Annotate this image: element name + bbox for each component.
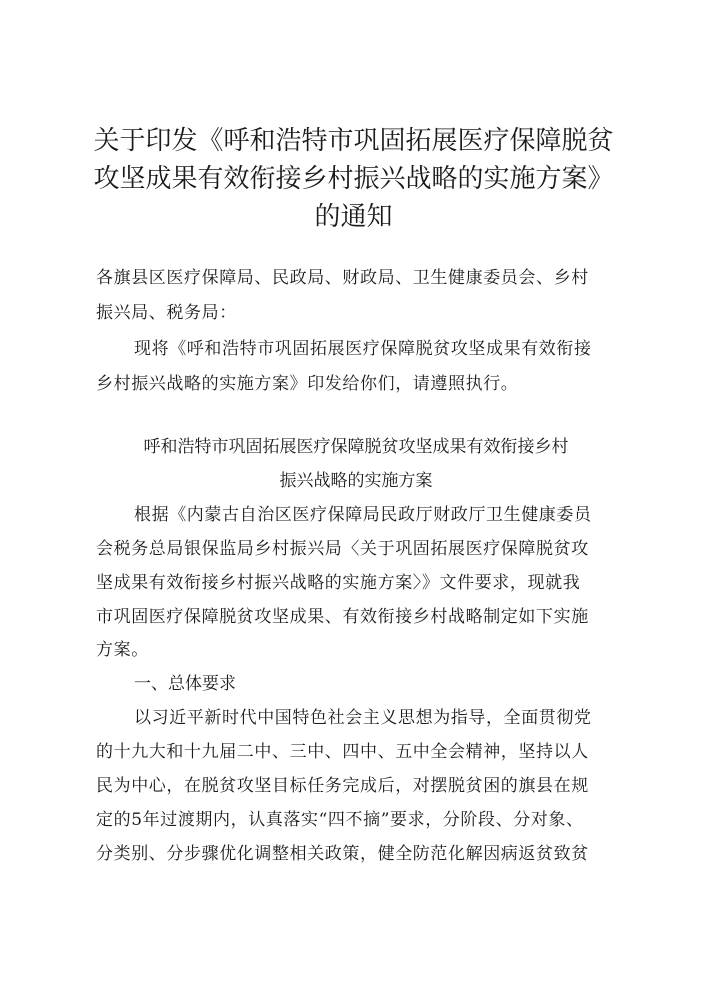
basis-line-3: 坚成果有效衔接乡村振兴战略的实施方案〉》文件要求，现就我 — [96, 573, 581, 593]
recipients-line-1: 各旗县区医疗保障局、民政局、财政局、卫生健康委员会、乡村 — [96, 268, 589, 288]
notice-line-1: 现将《呼和浩特市巩固拓展医疗保障脱贫攻坚成果有效衔接 — [134, 339, 592, 359]
recipients-line-2: 振兴局、税务局： — [96, 303, 237, 323]
plan-title-line-2: 振兴战略的实施方案 — [279, 471, 433, 491]
document-title-line-2: 攻坚成果有效衔接乡村振兴战略的实施方案》 — [93, 164, 614, 194]
body-line-2: 的十九大和十九届二中、三中、四中、五中全会精神，坚持以人 — [96, 742, 589, 762]
document-title-line-1: 关于印发《呼和浩特市巩固拓展医疗保障脱贫 — [93, 126, 614, 156]
basis-line-4: 市巩固医疗保障脱贫攻坚成果、有效衔接乡村战略制定如下实施 — [96, 607, 589, 627]
document-title-line-3: 的通知 — [314, 202, 393, 232]
body-line-5: 分类别、分步骤优化调整相关政策，健全防范化解因病返贫致贫 — [96, 844, 589, 864]
body-line-4: 定的5年过渡期内，认真落实“四不摘”要求，分阶段、分对象、 — [96, 810, 584, 830]
basis-line-2: 会税务总局银保监局乡村振兴局〈关于巩固拓展医疗保障脱贫攻 — [96, 539, 589, 559]
basis-line-5: 方案。 — [96, 640, 149, 660]
plan-title-line-1: 呼和浩特市巩固拓展医疗保障脱贫攻坚成果有效衔接乡村 — [143, 437, 569, 457]
body-line-3: 民为中心，在脱贫攻坚目标任务完成后，对摆脱贫困的旗县在规 — [96, 776, 589, 796]
notice-line-2: 乡村振兴战略的实施方案》印发给你们，请遵照执行。 — [96, 374, 519, 394]
body-line-1: 以习近平新时代中国特色社会主义思想为指导，全面贯彻党 — [134, 708, 592, 728]
basis-line-1: 根据《内蒙古自治区医疗保障局民政厅财政厅卫生健康委员 — [134, 505, 592, 525]
section-heading: 一、总体要求 — [134, 674, 236, 694]
